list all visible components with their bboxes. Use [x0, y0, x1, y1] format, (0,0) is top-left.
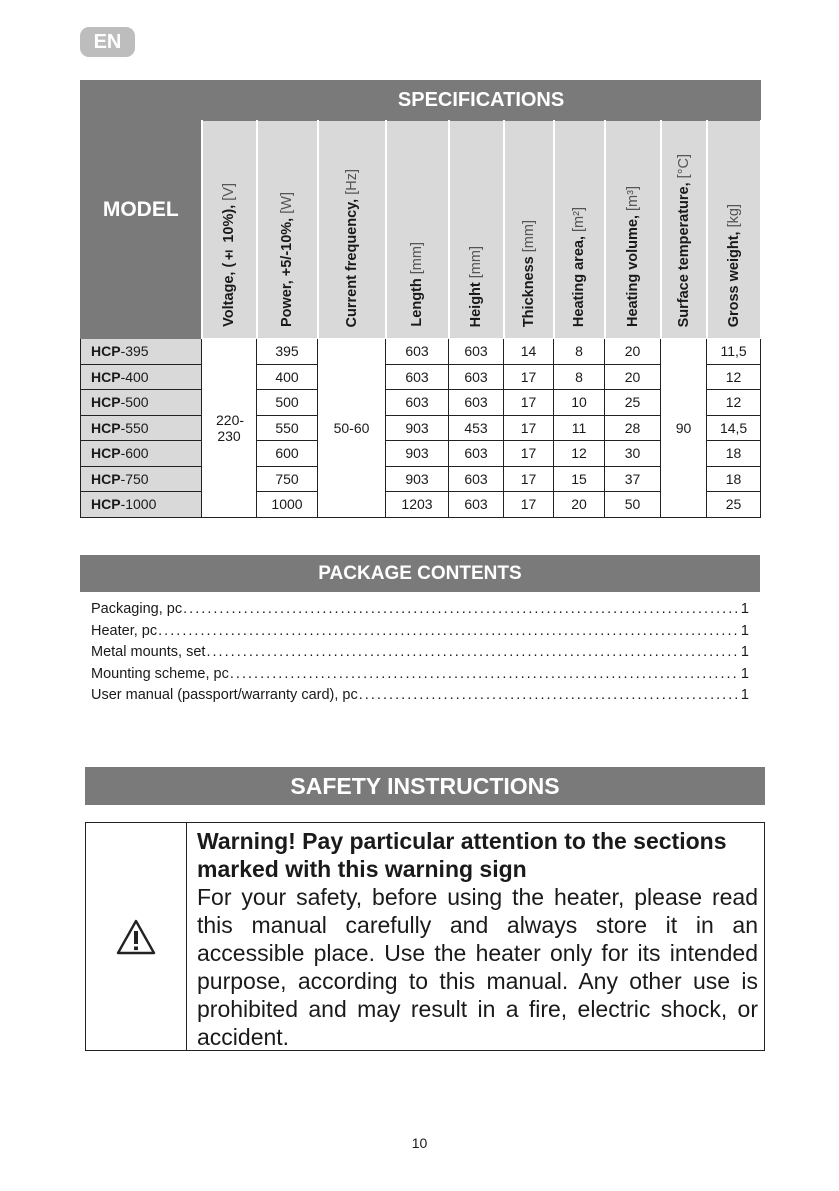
- table-row: [81, 364, 761, 390]
- thickness-cell: 17: [504, 415, 554, 441]
- thickness-cell: 14: [504, 339, 554, 365]
- table-row: [81, 415, 761, 441]
- heating-area-cell: 8: [554, 364, 605, 390]
- column-header-label: Gross weight, [kg]: [725, 203, 742, 327]
- height-cell: 603: [449, 466, 504, 492]
- item-name: Metal mounts, set: [91, 644, 206, 660]
- list-item: [91, 601, 749, 623]
- warning-text: [187, 823, 764, 1050]
- table-row: [81, 466, 761, 492]
- package-contents-list: [91, 601, 749, 709]
- height-cell: 453: [449, 415, 504, 441]
- dot-leader: [158, 623, 740, 639]
- language-badge: EN: [80, 27, 135, 57]
- height-cell: 603: [449, 492, 504, 518]
- power-cell: 600: [257, 441, 318, 467]
- item-quantity: 1: [740, 601, 749, 617]
- column-header: [605, 121, 661, 339]
- length-cell: 603: [386, 339, 449, 365]
- column-header: [554, 121, 605, 339]
- power-cell: 500: [257, 390, 318, 416]
- heating-area-cell: 12: [554, 441, 605, 467]
- thickness-cell: 17: [504, 364, 554, 390]
- heating-volume-cell: 20: [605, 339, 661, 365]
- item-name: Packaging, pc: [91, 601, 183, 617]
- gross-weight-cell: 18: [707, 441, 761, 467]
- height-cell: 603: [449, 441, 504, 467]
- thickness-cell: 17: [504, 466, 554, 492]
- item-quantity: 1: [740, 687, 749, 703]
- thickness-cell: 17: [504, 441, 554, 467]
- model-cell: HCP-500: [81, 390, 202, 416]
- length-cell: 903: [386, 466, 449, 492]
- model-cell: HCP-550: [81, 415, 202, 441]
- table-row: [81, 492, 761, 518]
- power-cell: 400: [257, 364, 318, 390]
- model-cell: HCP-400: [81, 364, 202, 390]
- power-cell: 550: [257, 415, 318, 441]
- heating-volume-cell: 30: [605, 441, 661, 467]
- surface-temperature-cell: 90: [661, 339, 707, 518]
- dot-leader: [230, 666, 740, 682]
- dot-leader: [359, 687, 740, 703]
- heating-volume-cell: 25: [605, 390, 661, 416]
- page-number: 10: [411, 1135, 428, 1151]
- height-cell: 603: [449, 339, 504, 365]
- item-name: Heater, pc: [91, 622, 158, 639]
- model-cell: HCP-395: [81, 339, 202, 365]
- column-header: [202, 121, 257, 339]
- item-quantity: 1: [740, 665, 749, 682]
- thickness-cell: 17: [504, 492, 554, 518]
- package-contents-title: PACKAGE CONTENTS: [80, 555, 760, 592]
- gross-weight-cell: 18: [707, 466, 761, 492]
- gross-weight-cell: 11,5: [707, 339, 761, 365]
- gross-weight-cell: 12: [707, 390, 761, 416]
- column-header: [386, 121, 449, 339]
- length-cell: 903: [386, 441, 449, 467]
- heating-area-cell: 11: [554, 415, 605, 441]
- specifications-table: [80, 80, 762, 518]
- power-cell: 395: [257, 339, 318, 365]
- heating-volume-cell: 28: [605, 415, 661, 441]
- dot-leader: [183, 601, 740, 617]
- length-cell: 1203: [386, 492, 449, 518]
- column-header: [449, 121, 504, 339]
- specifications-title: SPECIFICATIONS: [202, 81, 761, 121]
- safety-instructions-title: SAFETY INSTRUCTIONS: [85, 767, 765, 805]
- column-header-label: Surface temperature, [°C]: [675, 153, 692, 327]
- frequency-cell: 50-60: [318, 339, 386, 518]
- column-header: [707, 121, 761, 339]
- column-header-label: Height [mm]: [468, 245, 484, 327]
- column-header: [504, 121, 554, 339]
- column-header: [661, 121, 707, 339]
- model-cell: HCP-750: [81, 466, 202, 492]
- heating-volume-cell: 37: [605, 466, 661, 492]
- column-header-label: Power, +5/-10%, [W]: [279, 192, 295, 327]
- voltage-cell: 220-230: [202, 339, 257, 518]
- column-header-label: Voltage, (± 10%), [V]: [221, 183, 237, 327]
- heating-area-cell: 15: [554, 466, 605, 492]
- column-header-label: Current frequency, [Hz]: [343, 168, 360, 327]
- column-header-label: Thickness [mm]: [520, 219, 537, 327]
- warning-icon-cell: [86, 823, 187, 1050]
- heating-area-cell: 20: [554, 492, 605, 518]
- table-row: [81, 441, 761, 467]
- item-name: User manual (passport/warranty card), pc: [91, 687, 358, 703]
- gross-weight-cell: 12: [707, 364, 761, 390]
- item-name: Mounting scheme, pc: [91, 665, 229, 682]
- power-cell: 1000: [257, 492, 318, 518]
- item-quantity: 1: [740, 622, 749, 639]
- list-item: [91, 666, 749, 688]
- warning-body: For your safety, before using the heater, please read this manual carefully and always store it in an accessible place. Use the heater only for its intended purpose, according to this manual. Any other use is prohibited and may result in a fire, electric shock, or accident.: [197, 884, 758, 1050]
- warning-box: [85, 822, 765, 1051]
- warning-icon: [116, 919, 156, 955]
- column-header: [257, 121, 318, 339]
- model-cell: HCP-1000: [81, 492, 202, 518]
- list-item: [91, 687, 749, 709]
- column-header: [318, 121, 386, 339]
- list-item: [91, 623, 749, 645]
- gross-weight-cell: 14,5: [707, 415, 761, 441]
- column-header-label: Length [mm]: [409, 242, 425, 327]
- model-header: MODEL: [81, 81, 202, 339]
- list-item: [91, 644, 749, 666]
- height-cell: 603: [449, 364, 504, 390]
- item-quantity: 1: [740, 644, 749, 660]
- gross-weight-cell: 25: [707, 492, 761, 518]
- dot-leader: [206, 644, 739, 660]
- length-cell: 603: [386, 390, 449, 416]
- height-cell: 603: [449, 390, 504, 416]
- power-cell: 750: [257, 466, 318, 492]
- column-header-label: Heating volume, [m³]: [624, 186, 641, 327]
- heating-volume-cell: 20: [605, 364, 661, 390]
- heating-area-cell: 8: [554, 339, 605, 365]
- length-cell: 903: [386, 415, 449, 441]
- table-row: [81, 390, 761, 416]
- thickness-cell: 17: [504, 390, 554, 416]
- model-cell: HCP-600: [81, 441, 202, 467]
- heating-volume-cell: 50: [605, 492, 661, 518]
- warning-title: Warning! Pay particular attention to the sections marked with this warning sign: [197, 828, 727, 882]
- length-cell: 603: [386, 364, 449, 390]
- table-row: [81, 339, 761, 365]
- heating-area-cell: 10: [554, 390, 605, 416]
- column-header-label: Heating area, [m²]: [571, 206, 587, 327]
